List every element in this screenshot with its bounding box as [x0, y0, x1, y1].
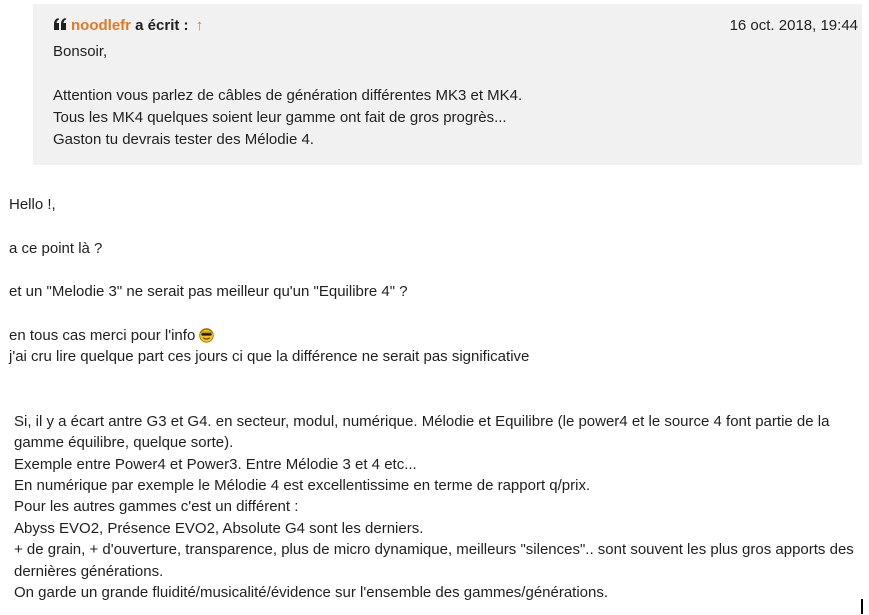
quote-line: Attention vous parlez de câbles de génération différentes MK3 et MK4. [53, 87, 523, 104]
reply-line: Hello !, [9, 196, 56, 213]
quote-line: Gaston tu devrais tester des Mélodie 4. [53, 131, 314, 148]
reply-line: a ce point là ? [9, 240, 103, 257]
go-to-quoted-post-icon[interactable]: ↑ [195, 17, 204, 34]
quote-date: 16 oct. 2018, 19:44 [729, 17, 858, 34]
reply-line: et un "Melodie 3" ne serait pas meilleur qu'un "Equilibre 4" ? [9, 283, 408, 300]
text-cursor [861, 599, 863, 614]
answer-line: + de grain, + d'ouverture, transparence, plus de micro dynamique, meilleurs "silences".. sont souvent les plus gros apports des [14, 541, 854, 558]
reply-line: j'ai cru lire quelque part ces jours ci que la différence ne serait pas significative [9, 348, 530, 365]
quote-mark-icon [53, 17, 67, 31]
quote-line: Tous les MK4 quelques soient leur gamme ont fait de gros progrès... [53, 109, 507, 126]
quote-header [53, 16, 203, 36]
reply-text: en tous cas merci pour l'info [9, 327, 196, 344]
answer-line: On garde un grande fluidité/musicalité/évidence sur l'ensemble des gammes/générations. [14, 584, 609, 601]
answer-line: Exemple entre Power4 et Power3. Entre Mélodie 3 et 4 etc... [14, 456, 417, 473]
quote-block [33, 4, 862, 165]
quote-wrote-label: a écrit : [135, 17, 189, 34]
answer-line: gamme équilibre, quelque sorte). [14, 434, 234, 451]
reply-line-with-smiley [9, 326, 215, 346]
answer-line: Pour les autres gammes c'est un différent : [14, 498, 299, 515]
cool-smiley-icon [198, 326, 215, 343]
quote-line: Bonsoir, [53, 43, 108, 60]
answer-line: dernières générations. [14, 563, 164, 580]
answer-line: Abyss EVO2, Présence EVO2, Absolute G4 sont les derniers. [14, 520, 424, 537]
quote-author-link[interactable]: noodlefr [71, 17, 131, 34]
answer-line: En numérique par exemple le Mélodie 4 est excellentissime en terme de rapport q/prix. [14, 477, 591, 494]
answer-line: Si, il y a écart antre G3 et G4. en secteur, modul, numérique. Mélodie et Equilibre (le power4 et le source 4 font partie de la [14, 413, 830, 430]
